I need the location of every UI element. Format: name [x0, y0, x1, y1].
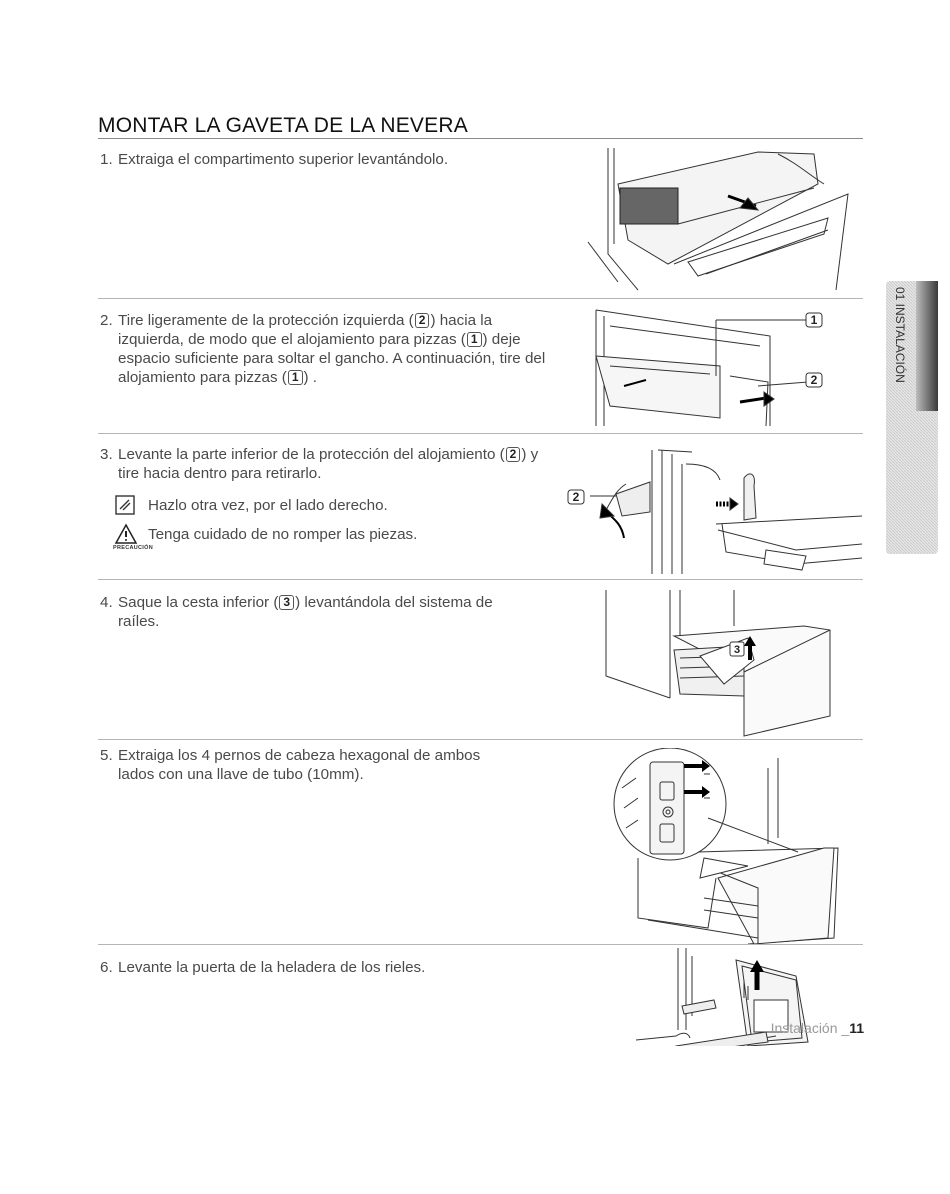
step-1: [100, 150, 570, 169]
text-run: alojamiento para pizzas (: [118, 369, 287, 386]
step-4: [100, 593, 570, 631]
figure-label: 2: [572, 490, 580, 504]
figure-base-line: [636, 1026, 696, 1042]
part-badge: 1: [467, 332, 482, 347]
note-text: Hazlo otra vez, por el lado derecho.: [148, 497, 388, 514]
text-run: ) deje: [482, 331, 521, 348]
caution-icon: [114, 523, 138, 545]
step-3: [100, 445, 570, 483]
section-side-tab: [886, 281, 938, 554]
figure-holder-guard: [566, 440, 862, 576]
text-run: ) .: [303, 369, 318, 386]
step-number: 1.: [100, 151, 113, 168]
step-text: [118, 311, 570, 387]
figure-label: 1: [810, 313, 818, 327]
step-text: Levante la puerta de la heladera de los rieles.: [118, 959, 426, 976]
part-badge: 2: [506, 447, 521, 462]
caution-label: PRECAUCIÓN: [113, 545, 153, 551]
note-icon: [114, 494, 136, 516]
part-badge: 2: [415, 313, 430, 328]
step-number: 4.: [100, 594, 113, 611]
side-tab-label: 01 INSTALACIÓN: [893, 287, 907, 383]
caution-text: Tenga cuidado de no romper las piezas.: [148, 526, 418, 543]
step-number: 5.: [100, 747, 113, 764]
step-text: Extraiga el compartimento superior levantándolo.: [118, 151, 449, 168]
text-run: raíles.: [118, 613, 160, 630]
page-title: MONTAR LA GAVETA DE LA NEVERA: [98, 114, 468, 137]
title-rule: [98, 138, 863, 139]
divider: [98, 739, 863, 740]
text-run: ) hacia la: [430, 312, 493, 329]
page-number: 11: [849, 1020, 864, 1036]
part-badge: 3: [279, 595, 294, 610]
step-number: 3.: [100, 446, 113, 463]
caution: [148, 526, 417, 543]
text-run: ) y: [521, 446, 539, 463]
text-run: ) levantándola del sistema de: [295, 594, 493, 611]
text-run: Extraiga los 4 pernos de cabeza hexagonal de ambos: [118, 747, 481, 764]
part-badge: 1: [288, 370, 303, 385]
divider: [98, 944, 863, 945]
step-text: [118, 445, 570, 483]
figure-hex-bolts: [608, 748, 844, 944]
text-run: Saque la cesta inferior (: [118, 594, 279, 611]
step-2: [100, 311, 570, 387]
footer-section: Instalación _: [770, 1020, 850, 1036]
page-footer: [771, 1020, 864, 1036]
divider: [98, 298, 863, 299]
step-number: 2.: [100, 312, 113, 329]
text-run: izquierda, de modo que el alojamiento para pizzas (: [118, 331, 466, 348]
text-run: lados con una llave de tubo (10mm).: [118, 766, 364, 783]
step-6: [100, 958, 570, 977]
figure-remove-upper-compartment: [578, 144, 854, 296]
text-run: espacio suficiente para soltar el gancho. A continuación, tire del: [118, 350, 546, 367]
divider: [98, 433, 863, 434]
divider: [98, 579, 863, 580]
text-run: Tire ligeramente de la protección izquierda (: [118, 312, 414, 329]
note: [148, 497, 388, 514]
figure-lower-basket: [604, 586, 840, 738]
step-number: 6.: [100, 959, 113, 976]
step-text: [118, 593, 570, 631]
figure-pizza-holder: [590, 306, 830, 430]
figure-label: 3: [733, 644, 741, 656]
step-5: [100, 746, 570, 784]
text-run: Levante la parte inferior de la protección del alojamiento (: [118, 446, 505, 463]
text-run: tire hacia dentro para retirarlo.: [118, 465, 322, 482]
step-text: [118, 746, 570, 784]
figure-label: 2: [810, 373, 818, 387]
